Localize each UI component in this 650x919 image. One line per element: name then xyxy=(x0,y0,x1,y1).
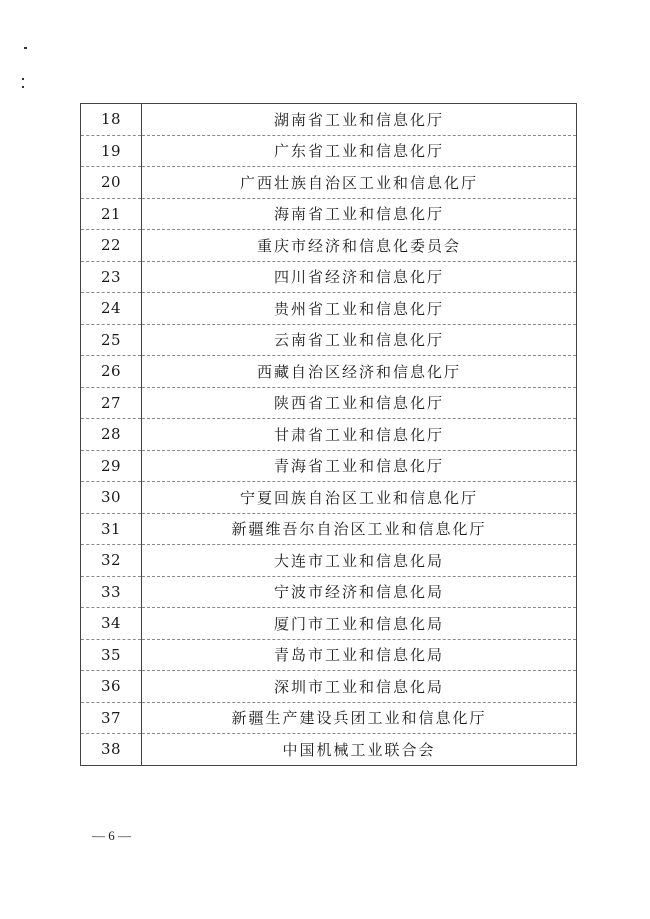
organization-name: 海南省工业和信息化厅 xyxy=(142,198,577,230)
row-number: 33 xyxy=(81,576,142,608)
organization-name: 广西壮族自治区工业和信息化厅 xyxy=(142,167,577,199)
table-row xyxy=(81,639,577,671)
table-row xyxy=(81,356,577,388)
scan-mark xyxy=(24,47,27,49)
page-number: — 6 — xyxy=(92,828,131,843)
table-row xyxy=(81,702,577,734)
table-row xyxy=(81,293,577,325)
row-number: 27 xyxy=(81,387,142,419)
organization-name: 陕西省工业和信息化厅 xyxy=(142,387,577,419)
table-row xyxy=(81,576,577,608)
row-number: 20 xyxy=(81,167,142,199)
row-number: 37 xyxy=(81,702,142,734)
row-number: 38 xyxy=(81,734,142,766)
row-number: 32 xyxy=(81,545,142,577)
table-row xyxy=(81,450,577,482)
row-number: 31 xyxy=(81,513,142,545)
table-row xyxy=(81,734,577,766)
row-number: 19 xyxy=(81,135,142,167)
row-number: 29 xyxy=(81,450,142,482)
row-number: 23 xyxy=(81,261,142,293)
row-number: 28 xyxy=(81,419,142,451)
row-number: 22 xyxy=(81,230,142,262)
organization-name: 新疆生产建设兵团工业和信息化厅 xyxy=(142,702,577,734)
row-number: 34 xyxy=(81,608,142,640)
organization-name: 深圳市工业和信息化局 xyxy=(142,671,577,703)
organization-name: 云南省工业和信息化厅 xyxy=(142,324,577,356)
organization-name: 大连市工业和信息化局 xyxy=(142,545,577,577)
organization-name: 新疆维吾尔自治区工业和信息化厅 xyxy=(142,513,577,545)
table-row xyxy=(81,167,577,199)
organization-name: 甘肃省工业和信息化厅 xyxy=(142,419,577,451)
row-number: 35 xyxy=(81,639,142,671)
table-row xyxy=(81,135,577,167)
table-row xyxy=(81,545,577,577)
scan-mark xyxy=(22,86,24,88)
row-number: 30 xyxy=(81,482,142,514)
table-row xyxy=(81,513,577,545)
row-number: 25 xyxy=(81,324,142,356)
row-number: 26 xyxy=(81,356,142,388)
row-number: 21 xyxy=(81,198,142,230)
table-row xyxy=(81,324,577,356)
table-row xyxy=(81,387,577,419)
table-row xyxy=(81,671,577,703)
organization-table xyxy=(80,103,577,766)
organization-name: 宁波市经济和信息化局 xyxy=(142,576,577,608)
table-body xyxy=(81,104,577,766)
organization-name: 厦门市工业和信息化局 xyxy=(142,608,577,640)
table-row xyxy=(81,482,577,514)
table-row xyxy=(81,198,577,230)
table-row xyxy=(81,419,577,451)
table-row xyxy=(81,104,577,136)
organization-name: 四川省经济和信息化厅 xyxy=(142,261,577,293)
organization-name: 青海省工业和信息化厅 xyxy=(142,450,577,482)
organization-name: 广东省工业和信息化厅 xyxy=(142,135,577,167)
organization-name: 西藏自治区经济和信息化厅 xyxy=(142,356,577,388)
scan-mark xyxy=(22,78,24,80)
organization-name: 青岛市工业和信息化局 xyxy=(142,639,577,671)
organization-name: 贵州省工业和信息化厅 xyxy=(142,293,577,325)
table-row xyxy=(81,608,577,640)
row-number: 18 xyxy=(81,104,142,136)
row-number: 24 xyxy=(81,293,142,325)
table-row xyxy=(81,261,577,293)
organization-name: 中国机械工业联合会 xyxy=(142,734,577,766)
organization-name: 宁夏回族自治区工业和信息化厅 xyxy=(142,482,577,514)
table-row xyxy=(81,230,577,262)
organization-name: 重庆市经济和信息化委员会 xyxy=(142,230,577,262)
organization-name: 湖南省工业和信息化厅 xyxy=(142,104,577,136)
row-number: 36 xyxy=(81,671,142,703)
